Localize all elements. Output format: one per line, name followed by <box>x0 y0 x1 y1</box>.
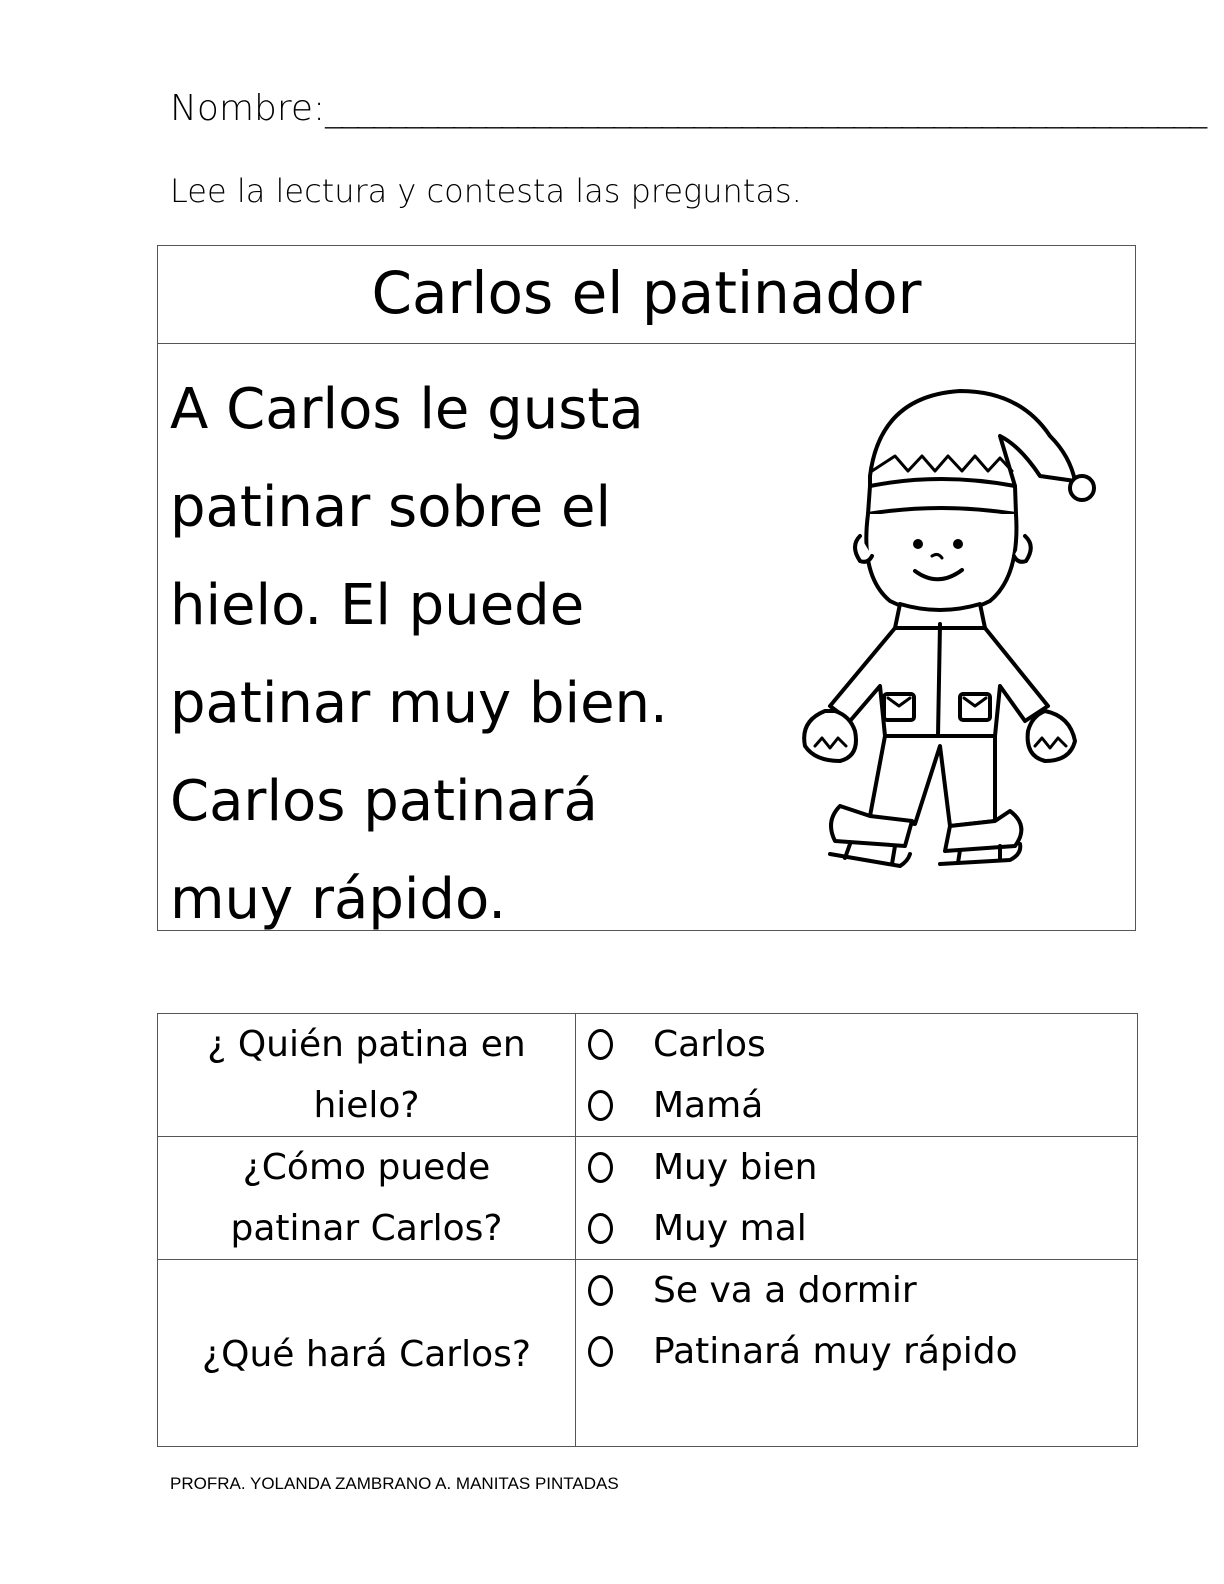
radio-bubble-icon[interactable] <box>588 1336 613 1367</box>
story-text <box>170 361 780 949</box>
story-line: Carlos patinará <box>170 769 598 834</box>
answer-option[interactable] <box>584 1321 1137 1382</box>
question-text: hielo? <box>313 1085 420 1126</box>
option-label: Se va a dormir <box>653 1270 917 1311</box>
option-label: Carlos <box>653 1024 766 1065</box>
question-cell <box>158 1260 576 1447</box>
option-label: Muy mal <box>653 1208 807 1249</box>
radio-bubble-icon[interactable] <box>588 1152 613 1183</box>
question-row <box>158 1137 1138 1260</box>
question-cell <box>158 1137 576 1260</box>
reading-box <box>157 245 1136 931</box>
question-text: ¿Qué hará Carlos? <box>202 1333 531 1375</box>
name-field[interactable] <box>170 88 1205 129</box>
radio-bubble-icon[interactable] <box>588 1213 613 1244</box>
question-row <box>158 1014 1138 1137</box>
story-line: A Carlos le gusta <box>170 377 644 442</box>
answer-option[interactable] <box>584 1198 1137 1259</box>
option-label: Patinará muy rápido <box>653 1331 1018 1372</box>
answer-option[interactable] <box>584 1014 1137 1075</box>
story-line: muy rápido. <box>170 867 507 932</box>
answer-cell <box>576 1137 1138 1260</box>
answer-option[interactable] <box>584 1137 1137 1198</box>
question-text: ¿ Quién patina en <box>207 1024 526 1065</box>
question-cell <box>158 1014 576 1137</box>
story-line: hielo. El puede <box>170 573 585 638</box>
radio-bubble-icon[interactable] <box>588 1275 613 1306</box>
answer-option[interactable] <box>584 1075 1137 1136</box>
radio-bubble-icon[interactable] <box>588 1029 613 1060</box>
question-row <box>158 1260 1138 1447</box>
story-title: Carlos el patinador <box>158 246 1135 344</box>
instructions-text: Lee la lectura y contesta las preguntas. <box>170 172 802 210</box>
option-label: Mamá <box>653 1085 764 1126</box>
boy-ice-skater-icon <box>800 376 1100 876</box>
radio-bubble-icon[interactable] <box>588 1090 613 1121</box>
name-label: Nombre: <box>170 88 326 129</box>
name-blank-line[interactable]: _______________________________________________________ <box>325 88 1206 129</box>
option-label: Muy bien <box>653 1147 818 1188</box>
question-table <box>157 1013 1138 1447</box>
story-line: patinar sobre el <box>170 475 612 540</box>
footer-credit: PROFRA. YOLANDA ZAMBRANO A. MANITAS PINTADAS <box>170 1474 619 1493</box>
answer-cell <box>576 1014 1138 1137</box>
question-text: patinar Carlos? <box>230 1208 503 1249</box>
story-line: patinar muy bien. <box>170 671 668 736</box>
answer-cell <box>576 1260 1138 1447</box>
question-text: ¿Cómo puede <box>242 1147 491 1188</box>
answer-option[interactable] <box>584 1260 1137 1321</box>
